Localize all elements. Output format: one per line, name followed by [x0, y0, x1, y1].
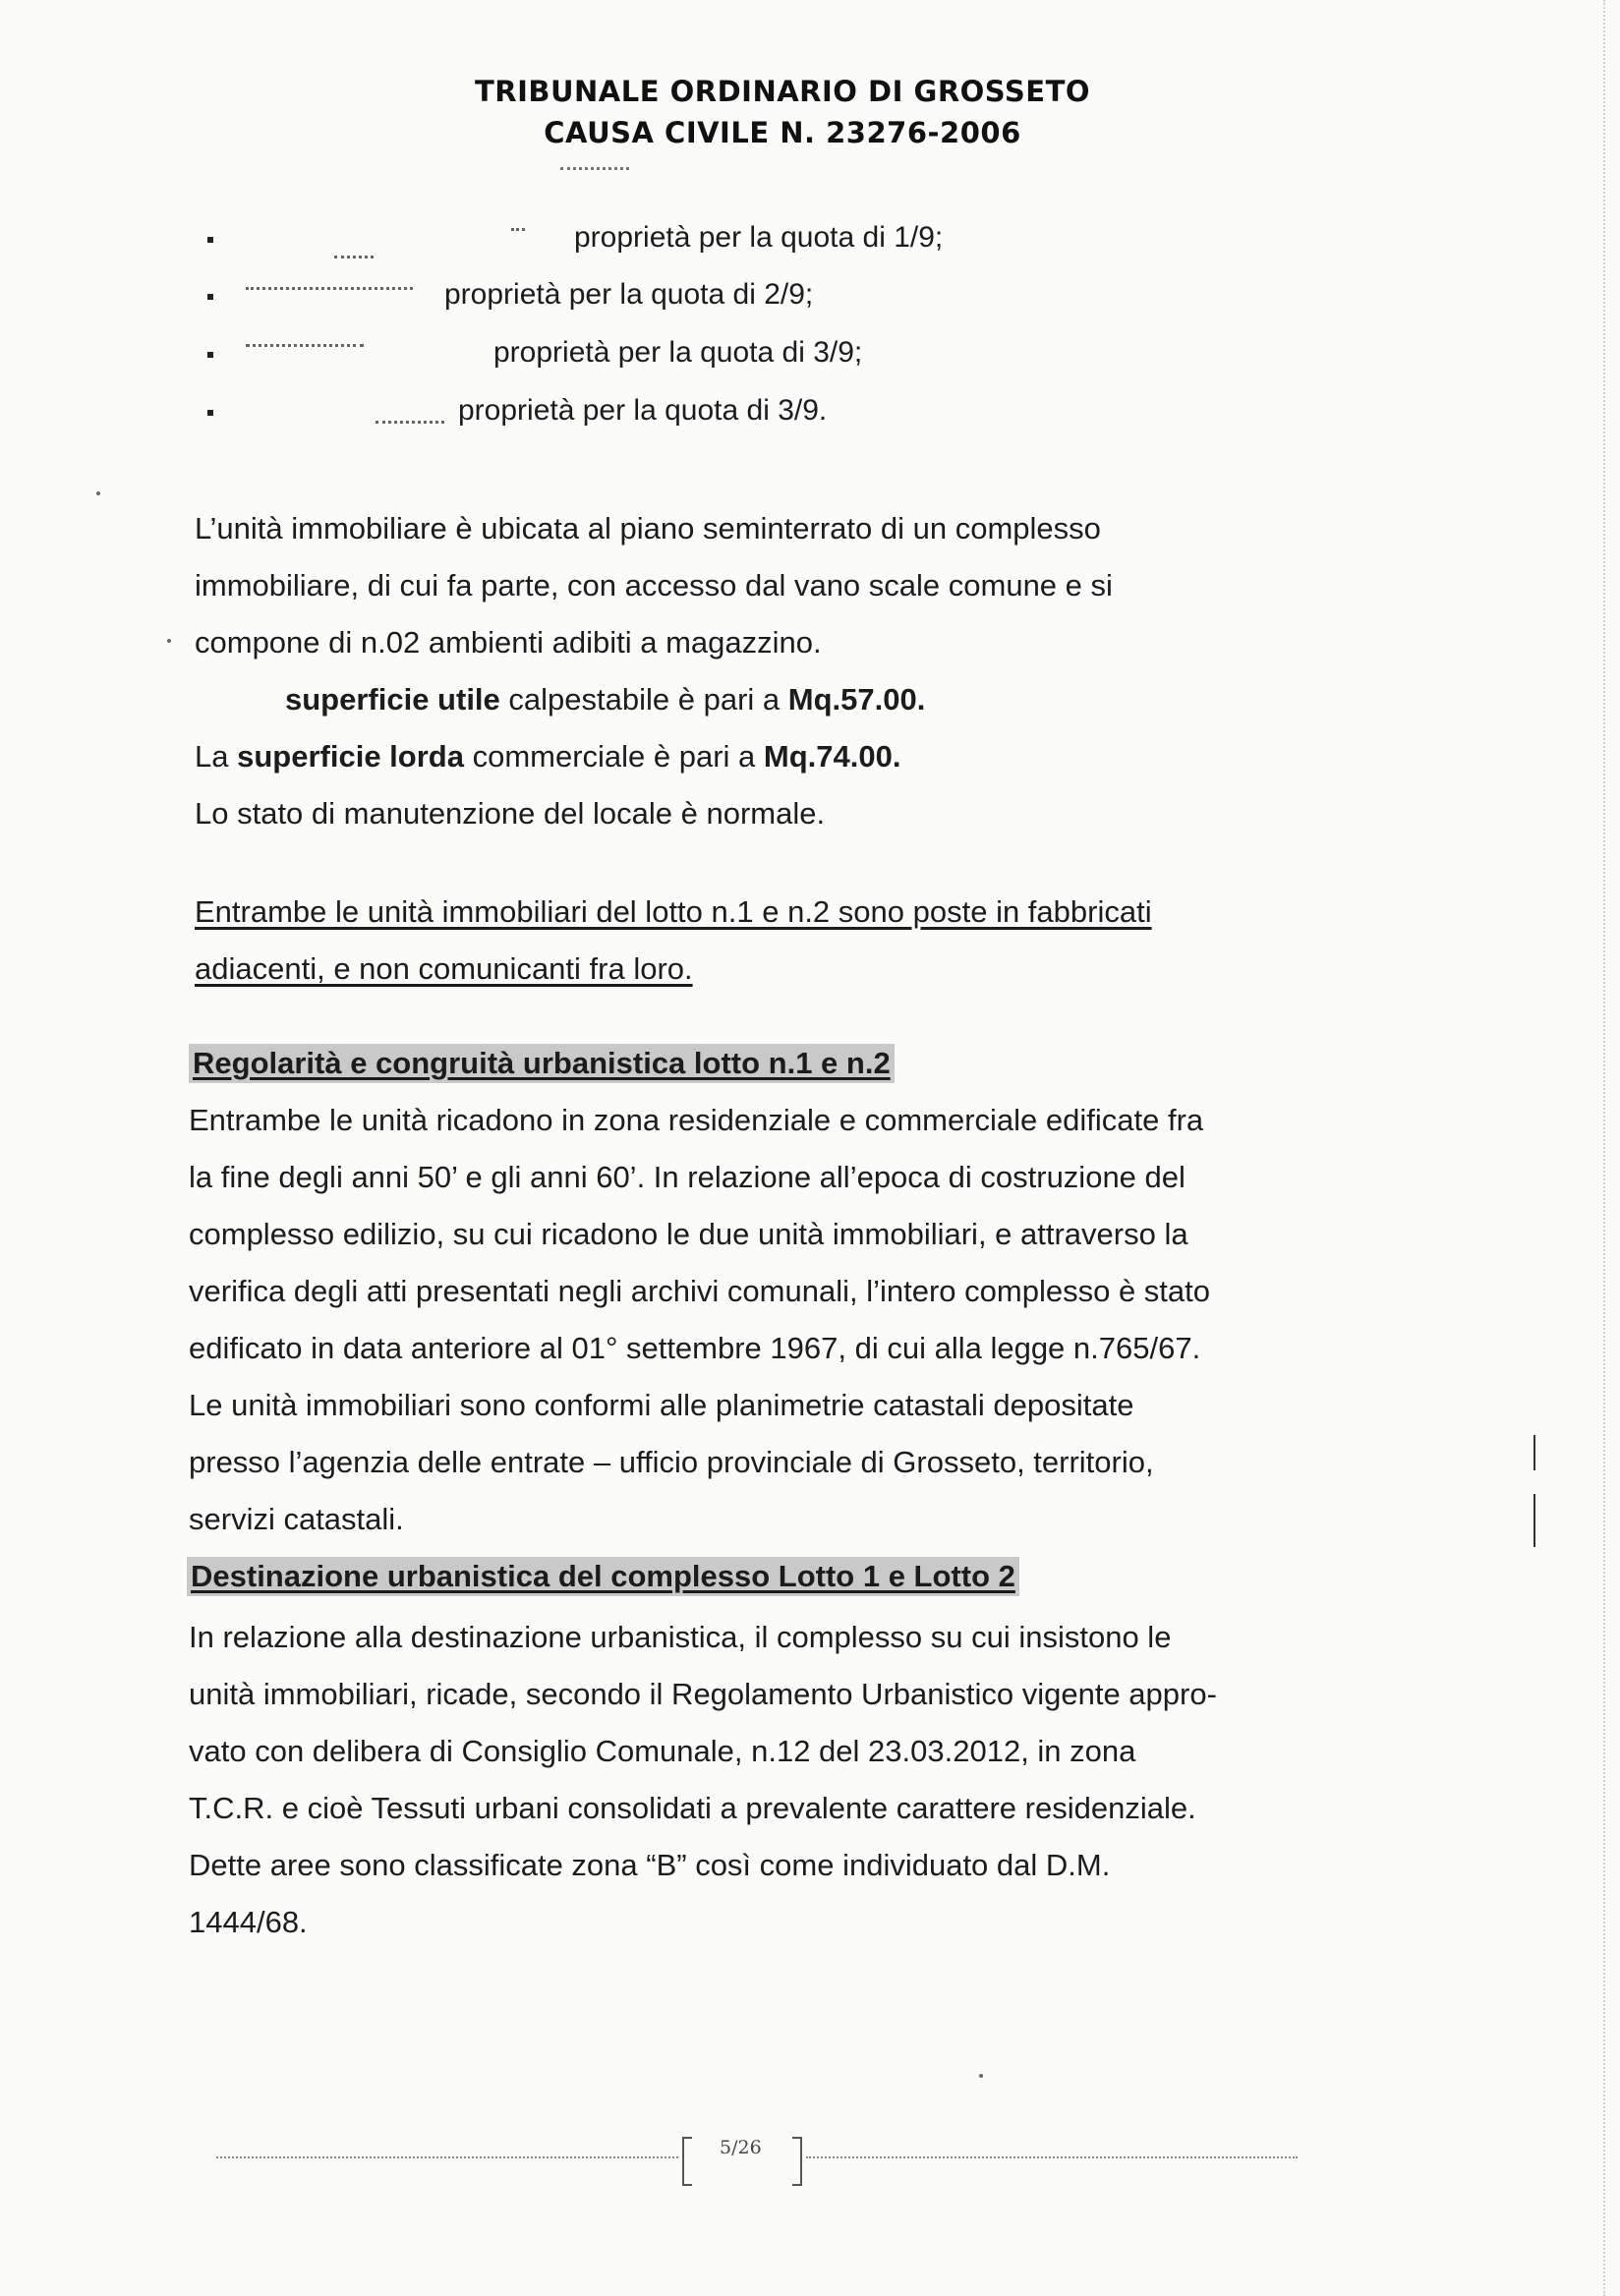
scan-speck: [167, 639, 171, 643]
owner-share-2: proprietà per la quota di 2/9;: [444, 278, 814, 311]
bullet-icon: [207, 352, 213, 358]
body-line: In relazione alla destinazione urbanistica, il complesso su cui insistono le: [189, 1620, 1172, 1654]
bullet-icon: [207, 237, 213, 243]
scan-speck: [979, 2074, 983, 2078]
gross-area-label: superficie lorda: [237, 739, 464, 774]
footer-rule-left: [216, 2156, 678, 2159]
body-line: Le unità immobiliari sono conformi alle planimetrie catastali depositate: [189, 1388, 1134, 1422]
body-line: unità immobiliari, ricade, secondo il Regolamento Urbanistico vigente appro-: [189, 1677, 1217, 1711]
description-line: immobiliare, di cui fa parte, con accesso dal vano scale comune e si: [195, 568, 1113, 603]
scan-mark: [1533, 1435, 1535, 1470]
scan-margin-line: [1603, 0, 1606, 2296]
redacted-name: [511, 228, 525, 234]
body-line: edificato in data anteriore al 01° settembre 1967, di cui alla legge n.765/67.: [189, 1331, 1201, 1365]
body-line: la fine degli anni 50’ e gli anni 60’. In relazione all’epoca di costruzione del: [189, 1160, 1186, 1194]
scan-speck: [96, 491, 100, 495]
usable-area-line: superficie utile calpestabile è pari a Mq.57.00.: [285, 682, 926, 717]
redacted-name: [334, 256, 374, 261]
redacted-name: [246, 287, 413, 293]
page-number: 5/26: [720, 2137, 762, 2158]
body-line: T.C.R. e cioè Tessuti urbani consolidati a prevalente carattere residenziale.: [189, 1791, 1196, 1825]
body-line: verifica degli atti presentati negli archivi comunali, l’intero complesso è stato: [189, 1274, 1210, 1308]
owner-share-4: proprietà per la quota di 3/9.: [458, 394, 828, 427]
section-heading-regolarita: Regolarità e congruità urbanistica lotto n.1 e n.2: [189, 1044, 895, 1083]
footer-bracket-right: [792, 2137, 802, 2186]
body-line: complesso edilizio, su cui ricadono le due unità immobiliari, e attraverso la: [189, 1217, 1188, 1251]
description-line: L’unità immobiliare è ubicata al piano seminterrato di un complesso: [195, 511, 1101, 545]
owner-share-3: proprietà per la quota di 3/9;: [493, 336, 863, 369]
body-line: vato con delibera di Consiglio Comunale, n.12 del 23.03.2012, in zona: [189, 1734, 1136, 1768]
gross-area-value: Mq.74.00.: [763, 739, 901, 774]
owner-share-1: proprietà per la quota di 1/9;: [574, 221, 944, 254]
redacted-name: [376, 421, 444, 427]
bullet-icon: [207, 294, 213, 300]
maintenance-line: Lo stato di manutenzione del locale è normale.: [195, 796, 826, 831]
case-number: CAUSA CIVILE N. 23276-2006: [544, 116, 1021, 149]
body-line: servizi catastali.: [189, 1502, 404, 1536]
lots-note-line: adiacenti, e non comunicanti fra loro.: [195, 951, 693, 986]
usable-area-value: Mq.57.00.: [787, 682, 926, 717]
footer-rule-right: [806, 2156, 1298, 2159]
description-line: compone di n.02 ambienti adibiti a magazzino.: [195, 625, 822, 660]
section-heading-destinazione: Destinazione urbanistica del complesso Lotto 1 e Lotto 2: [187, 1557, 1019, 1596]
usable-area-label: superficie utile: [285, 682, 500, 717]
redacted-name: [246, 344, 364, 350]
body-line: Dette aree sono classificate zona “B” così come individuato dal D.M.: [189, 1848, 1111, 1882]
body-line: Entrambe le unità ricadono in zona residenziale e commerciale edificate fra: [189, 1103, 1204, 1137]
body-line: presso l’agenzia delle entrate – ufficio provinciale di Grosseto, territorio,: [189, 1445, 1154, 1479]
gross-area-line: La superficie lorda commerciale è pari a Mq.74.00.: [195, 739, 901, 774]
header-divider: [560, 167, 629, 170]
scan-mark: [1533, 1494, 1535, 1547]
lots-note-line: Entrambe le unità immobiliari del lotto n.1 e n.2 sono poste in fabbricati: [195, 894, 1152, 929]
bullet-icon: [207, 410, 213, 416]
body-line: 1444/68.: [189, 1905, 308, 1939]
court-title: TRIBUNALE ORDINARIO DI GROSSETO: [474, 75, 1091, 108]
footer-bracket-left: [682, 2137, 692, 2186]
